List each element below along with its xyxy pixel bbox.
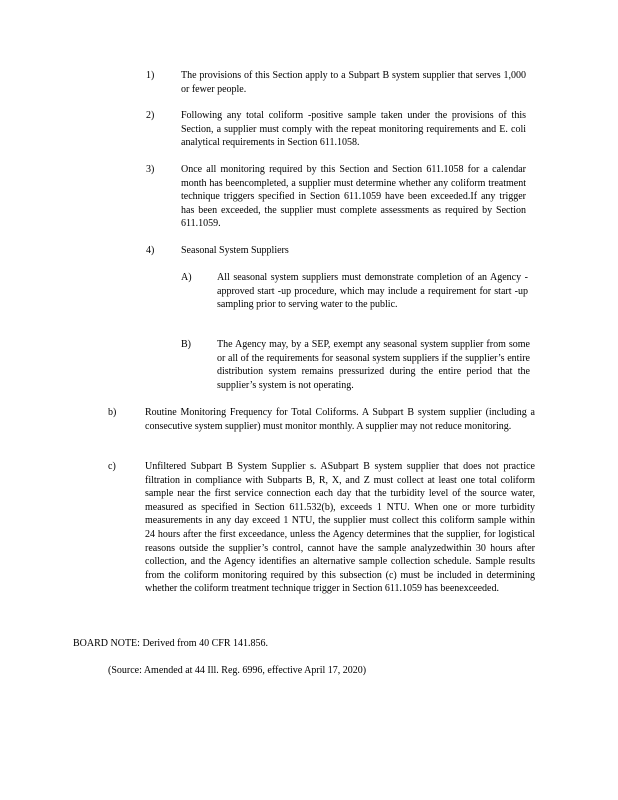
item-2-label: 2) [146,110,155,121]
item-4a-label: A) [181,272,192,283]
item-2-text: Following any total coliform -positive sample taken under the provisions of this Section, a supplier must comply with the repeat monitoring requirements and E. coli analytical requirements in Section 611.1058. [181,110,526,149]
item-1-text: The provisions of this Section apply to a Subpart B system supplier that serves 1,000 or fewer people. [181,70,526,95]
item-4-text: Seasonal System Suppliers [181,245,289,256]
subsection-c-text: Unfiltered Subpart B System Supplier s. ASubpart B system supplier that does not practice filtration in compliance with Subparts B, R, X, and Z must collect at least one total coliform sample near the first service connection each day that the turbidity level of the source water, measured as specified in Section 611.532(b), exceeds 1 NTU. When one or more turbidity measurements in any day exceed 1 NTU, the supplier must collect this coliform sample within 24 hours after the first exceedance, unless the Agency determines that the supplier, for logistical reasons outside the supplier’s control, cannot have the sample analyzedwithin 30 hours after collection, and the Agency identifies an alternative sample collection schedule. Sample results from the coliform monitoring required by this subsection (c) must be included in determining whether the coliform treatment technique trigger in Section 611.1059 has beenexceeded. [145,461,535,595]
item-4b-text: The Agency may, by a SEP, exempt any seasonal system supplier from some or all of the requirements for seasonal system suppliers if the supplier’s entire distribution system remains pressurized during the entire period that the supplier’s system is not operating. [217,339,530,391]
source-note: (Source: Amended at 44 Ill. Reg. 6996, effective April 17, 2020) [108,665,367,676]
item-4b-label: B) [181,339,191,350]
item-4a-text: All seasonal system suppliers must demonstrate completion of an Agency -approved start -up procedure, which may include a requirement for start -up sampling prior to serving water to the public. [217,272,528,311]
subsection-b-label: b) [108,407,117,418]
board-note: BOARD NOTE: Derived from 40 CFR 141.856. [73,638,268,649]
item-4-label: 4) [146,245,155,256]
item-3-text: Once all monitoring required by this Section and Section 611.1058 for a calendar month has beencompleted, a supplier must determine whether any coliform treatment technique triggers specified in Section 611.1059 have been exceeded.If any trigger has been exceeded, the supplier must complete assessments as required by Section 611.1059. [181,164,526,230]
subsection-b-text: Routine Monitoring Frequency for Total Coliforms. A Subpart B system supplier (including a consecutive system supplier) must monitor monthly. A supplier may not reduce monitoring. [145,407,535,432]
item-3-label: 3) [146,164,155,175]
item-1-label: 1) [146,70,155,81]
subsection-c-label: c) [108,461,116,472]
